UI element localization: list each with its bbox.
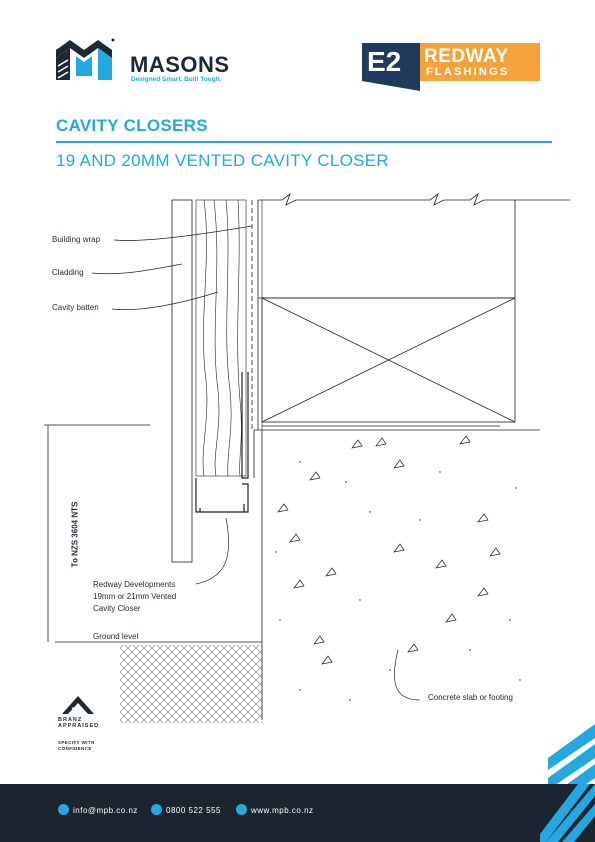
label-closer-line2: 19mm or 21mm Vented <box>93 592 177 601</box>
ground-hatch <box>120 645 262 723</box>
label-closer-line1: Redway Developments <box>93 580 176 589</box>
web-icon <box>236 804 247 815</box>
label-closer-line3: Cavity Closer <box>93 604 141 613</box>
branz-line1: BRANZ <box>58 717 83 723</box>
footer-email-link[interactable]: info@mpb.co.nz <box>73 806 138 815</box>
concrete-aggregate <box>278 436 500 664</box>
masons-brand-name: MASONS <box>130 52 230 77</box>
masons-logo-mark <box>52 36 116 84</box>
branz-line4: CONFIDENCE <box>58 746 92 751</box>
email-icon <box>58 804 69 815</box>
label-cavity-batten: Cavity batten <box>52 303 99 312</box>
redway-brand-name: REDWAY <box>424 46 509 67</box>
concrete-dots <box>275 461 520 700</box>
footer-website-link[interactable]: www.mpb.co.nz <box>251 806 314 815</box>
redway-subtitle: FLASHINGS <box>426 66 510 78</box>
label-concrete: Concrete slab or footing <box>428 693 513 702</box>
footer-phone-link[interactable]: 0800 522 555 <box>166 806 221 815</box>
branz-line3: SPECIFY WITH <box>58 740 95 745</box>
masons-tagline: Designed Smart. Built Tough. <box>131 76 222 83</box>
branz-line2: APPRAISED <box>58 723 100 729</box>
top-break-line <box>258 194 570 205</box>
label-ground-level: Ground level <box>93 632 139 641</box>
cavity-batten <box>196 200 246 476</box>
label-cladding: Cladding <box>52 268 84 277</box>
cavity-closer-diagram <box>0 190 595 750</box>
section-title: CAVITY CLOSERS <box>56 116 208 135</box>
phone-icon <box>151 804 162 815</box>
vented-cavity-closer <box>196 372 248 512</box>
leader-lines <box>92 226 420 700</box>
detail-title: 19 AND 20MM VENTED CAVITY CLOSER <box>56 151 390 170</box>
label-building-wrap: Building wrap <box>52 235 101 244</box>
e2-mark: E2 <box>367 46 402 77</box>
label-dimension: To NZS 3604 NTS <box>70 501 80 568</box>
cladding-board <box>172 200 192 562</box>
branz-logo-mark <box>60 694 96 716</box>
title-divider <box>56 141 552 143</box>
footer-stripes-decoration <box>540 784 595 842</box>
bottom-plate <box>258 200 515 422</box>
